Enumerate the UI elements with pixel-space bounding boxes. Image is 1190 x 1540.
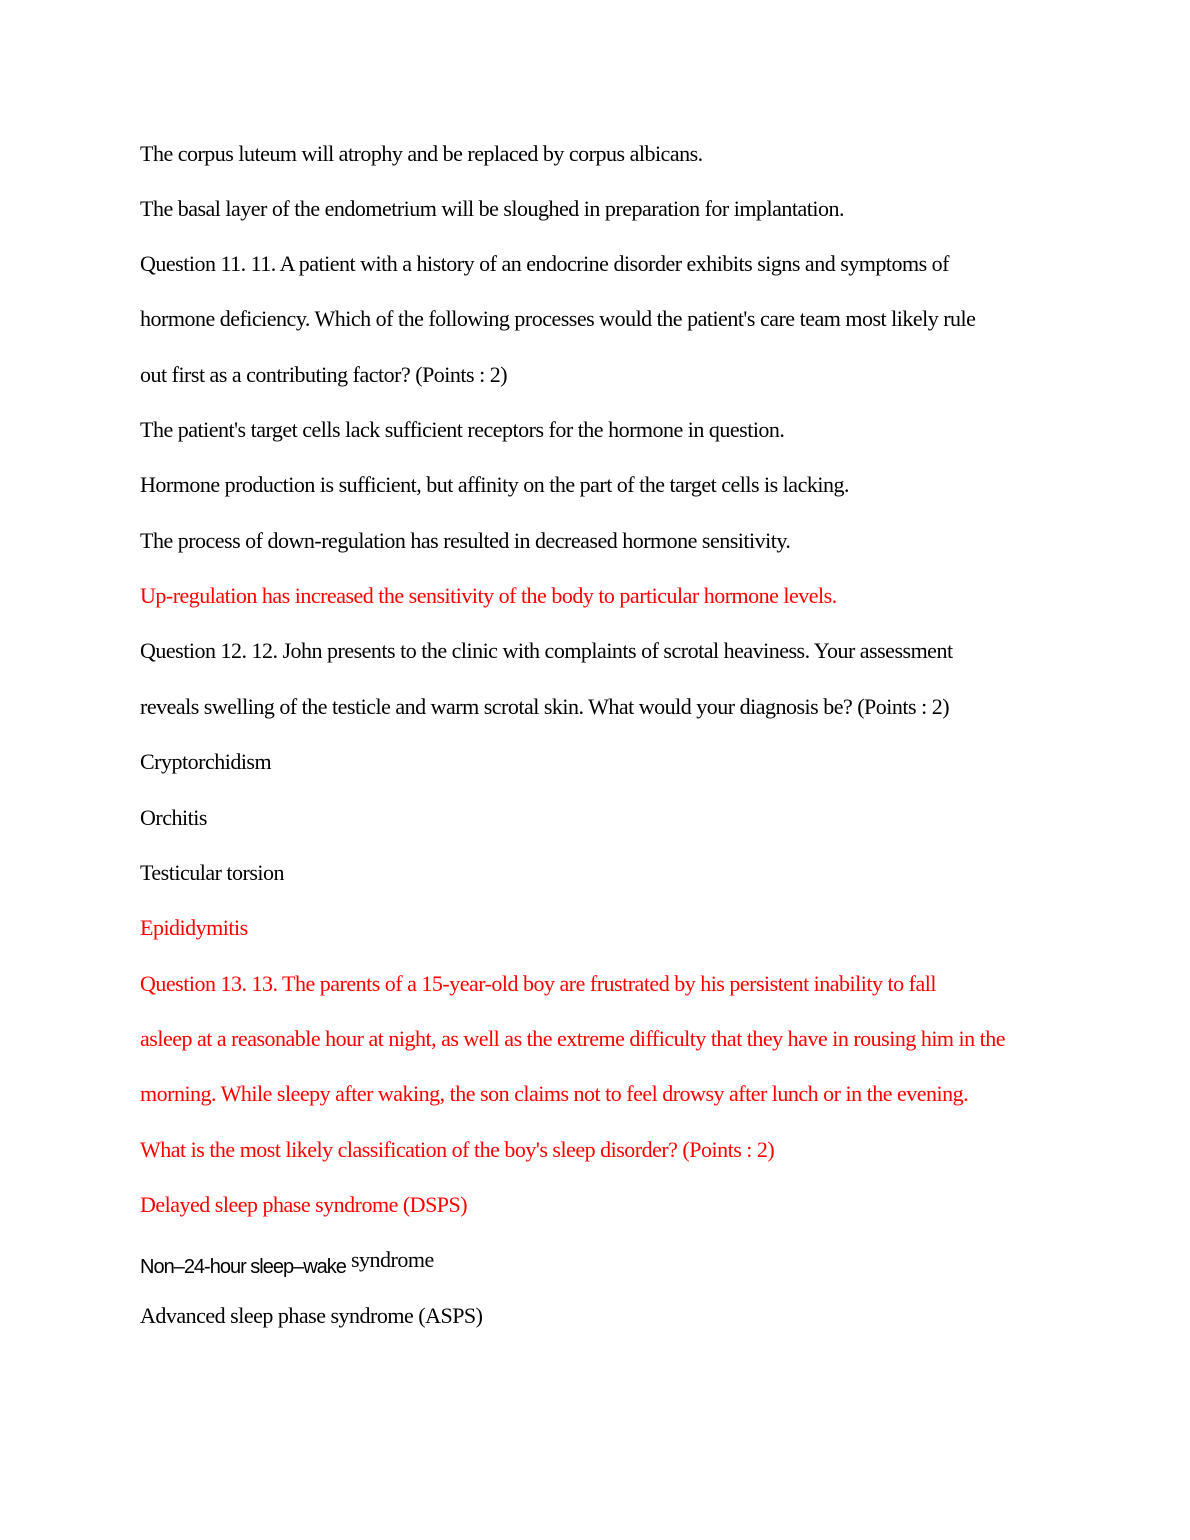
answer-option-affinity: Hormone production is sufficient, but affinity on the part of the target cells is lacking. xyxy=(140,472,849,497)
question-11-line-1: Question 11. 11. A patient with a history of an endocrine disorder exhibits signs and symptoms of xyxy=(140,251,949,276)
question-11-line-2: hormone deficiency. Which of the following processes would the patient's care team most likely rule xyxy=(140,306,976,331)
answer-option-cryptorchidism: Cryptorchidism xyxy=(140,749,272,774)
question-13-line-3: morning. While sleepy after waking, the son claims not to feel drowsy after lunch or in the evening. xyxy=(140,1081,969,1106)
question-12-line-1: Question 12. 12. John presents to the clinic with complaints of scrotal heaviness. Your assessment xyxy=(140,638,953,663)
answer-option-receptors: The patient's target cells lack sufficient receptors for the hormone in question. xyxy=(140,417,785,442)
answer-option-basal-layer: The basal layer of the endometrium will be sloughed in preparation for implantation. xyxy=(140,196,844,221)
answer-option-orchitis: Orchitis xyxy=(140,805,207,830)
answer-option-non-24-hour-prefix: Non–24-hour sleep–wake xyxy=(140,1256,346,1278)
question-13-line-2: asleep at a reasonable hour at night, as well as the extreme difficulty that they have in rousing him in the xyxy=(140,1026,1006,1051)
answer-option-epididymitis-correct: Epididymitis xyxy=(140,915,248,940)
answer-option-non-24-hour-suffix: syndrome xyxy=(350,1247,434,1272)
question-11-line-3: out first as a contributing factor? (Points : 2) xyxy=(140,362,508,387)
answer-option-dsps-correct: Delayed sleep phase syndrome (DSPS) xyxy=(140,1192,468,1217)
answer-option-down-regulation: The process of down-regulation has resulted in decreased hormone sensitivity. xyxy=(140,528,791,553)
question-13-line-4: What is the most likely classification of the boy's sleep disorder? (Points : 2) xyxy=(140,1137,775,1162)
answer-option-testicular-torsion: Testicular torsion xyxy=(140,860,285,885)
answer-option-non-24-hour xyxy=(140,1247,1060,1280)
question-13-line-1: Question 13. 13. The parents of a 15-year-old boy are frustrated by his persistent inability to fall xyxy=(140,971,936,996)
answer-option-corpus-luteum: The corpus luteum will atrophy and be replaced by corpus albicans. xyxy=(140,141,703,166)
answer-option-up-regulation-correct: Up-regulation has increased the sensitivity of the body to particular hormone levels. xyxy=(140,583,837,608)
question-12-line-2: reveals swelling of the testicle and warm scrotal skin. What would your diagnosis be? (Points : 2) xyxy=(140,694,950,719)
answer-option-asps: Advanced sleep phase syndrome (ASPS) xyxy=(140,1303,483,1328)
